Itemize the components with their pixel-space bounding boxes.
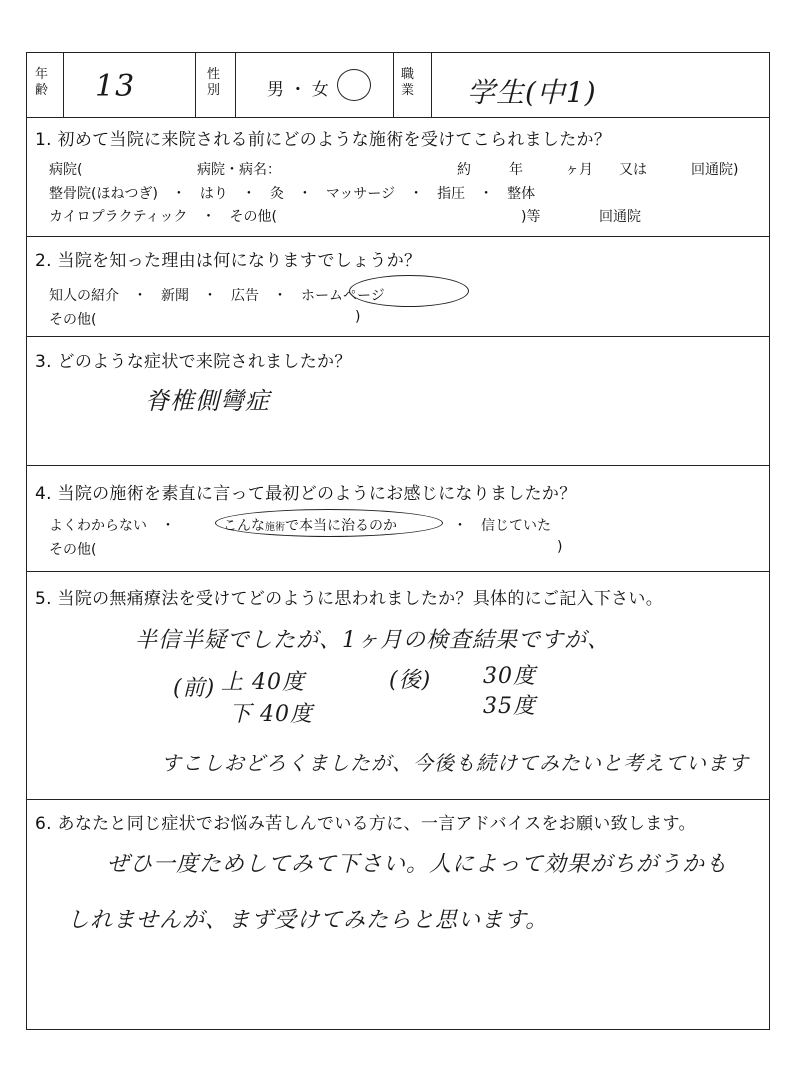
q4-option-2-a: こんな bbox=[223, 518, 265, 534]
q1-question: 1. 初めて当院に来院される前にどのような施術を受けてこられましたか？ bbox=[35, 130, 612, 150]
q5-before-lower: 下 40度 bbox=[229, 702, 313, 727]
q2-other-close: ) bbox=[355, 309, 361, 325]
q2-selected-mark[interactable] bbox=[349, 275, 469, 307]
q1-or: 又は bbox=[619, 162, 647, 178]
q4-question: 4. 当院の施術を素直に言って最初どのようにお感じになりましたか？ bbox=[35, 484, 577, 504]
q1-approx: 約 bbox=[457, 162, 471, 178]
q2-options[interactable]: 知人の紹介 ・ 新聞 ・ 広告 ・ ホームページ bbox=[49, 288, 385, 304]
q1-chiro-other[interactable]: カイロプラクティック ・ その他( bbox=[49, 209, 277, 225]
divider bbox=[27, 236, 769, 237]
occupation-label-2: 業 bbox=[401, 83, 415, 98]
q1-visits: 回通院) bbox=[691, 162, 739, 178]
q6-answer-line1[interactable]: ぜひ一度ためしてみて下さい。人によって効果がちがうかも bbox=[107, 852, 729, 877]
q4-other-close: ) bbox=[557, 539, 563, 555]
q1-hospital[interactable]: 病院( bbox=[49, 162, 83, 178]
q1-hospital-name[interactable]: 病院・病名： bbox=[197, 162, 281, 178]
q1-month: ヶ月 bbox=[565, 162, 593, 178]
occupation-label-1: 職 bbox=[401, 67, 415, 82]
age-value[interactable]: 13 bbox=[95, 69, 136, 104]
q3-answer[interactable]: 脊椎側彎症 bbox=[145, 387, 270, 415]
age-label-1: 年 bbox=[35, 67, 49, 82]
q5-question: 5. 当院の無痛療法を受けてどのように思われましたか？具体的にご記入下さい。 bbox=[35, 589, 664, 609]
q1-visits-2: 回通院 bbox=[599, 209, 641, 225]
q2-question: 2. 当院を知った理由は何になりますでしょうか？ bbox=[35, 251, 422, 271]
q6-answer-line2[interactable]: しれませんが、まず受けてみたらと思います。 bbox=[67, 908, 549, 933]
q2-other[interactable]: その他( bbox=[49, 312, 97, 328]
divider bbox=[63, 53, 64, 117]
divider bbox=[27, 799, 769, 800]
q5-before-upper: 上 40度 bbox=[221, 670, 305, 695]
gender-selected-mark[interactable] bbox=[337, 69, 371, 101]
q1-etc: )等 bbox=[521, 209, 541, 225]
divider bbox=[27, 571, 769, 572]
q1-year: 年 bbox=[509, 162, 523, 178]
divider bbox=[27, 336, 769, 337]
q5-answer-line2[interactable]: すこしおどろくましたが、今後も続けてみたいと考えています bbox=[161, 751, 749, 775]
gender-label-2: 別 bbox=[207, 83, 221, 98]
gender-options: 男 ・ 女 bbox=[267, 80, 329, 100]
q4-selected-mark[interactable] bbox=[215, 509, 443, 537]
gender-label-1: 性 bbox=[207, 67, 221, 82]
q5-answer-line1[interactable]: 半信半疑でしたが、1ヶ月の検査結果ですが、 bbox=[135, 628, 610, 653]
q4-option-2-b: で本当に治るのか bbox=[285, 518, 397, 534]
divider bbox=[393, 53, 394, 117]
q5-before-label: (前) bbox=[173, 676, 216, 701]
q5-after-label: (後) bbox=[389, 668, 432, 693]
divider bbox=[27, 465, 769, 466]
occupation-value[interactable]: 学生(中1) bbox=[467, 76, 597, 109]
q5-after-lower: 35度 bbox=[483, 694, 536, 719]
q6-question: 6. あなたと同じ症状でお悩み苦しんでいる方に、一言アドバイスをお願い致します。 bbox=[35, 814, 696, 834]
divider bbox=[27, 117, 769, 118]
q1-treatment-options[interactable]: 整骨院(ほねつぎ) ・ はり ・ 灸 ・ マッサージ ・ 指圧 ・ 整体 bbox=[49, 186, 536, 202]
divider bbox=[235, 53, 236, 117]
q4-option-1[interactable]: よくわからない ・ bbox=[49, 518, 175, 534]
divider bbox=[431, 53, 432, 117]
q4-option-2-small: 施術 bbox=[265, 522, 285, 533]
divider bbox=[195, 53, 196, 117]
questionnaire-form bbox=[26, 52, 770, 1030]
q4-other[interactable]: その他( bbox=[49, 542, 97, 558]
q5-after-upper: 30度 bbox=[483, 664, 536, 689]
age-label-2: 齢 bbox=[35, 83, 49, 98]
q4-option-3[interactable]: ・ 信じていた bbox=[453, 518, 551, 534]
q3-question: 3. どのような症状で来院されましたか？ bbox=[35, 352, 352, 372]
